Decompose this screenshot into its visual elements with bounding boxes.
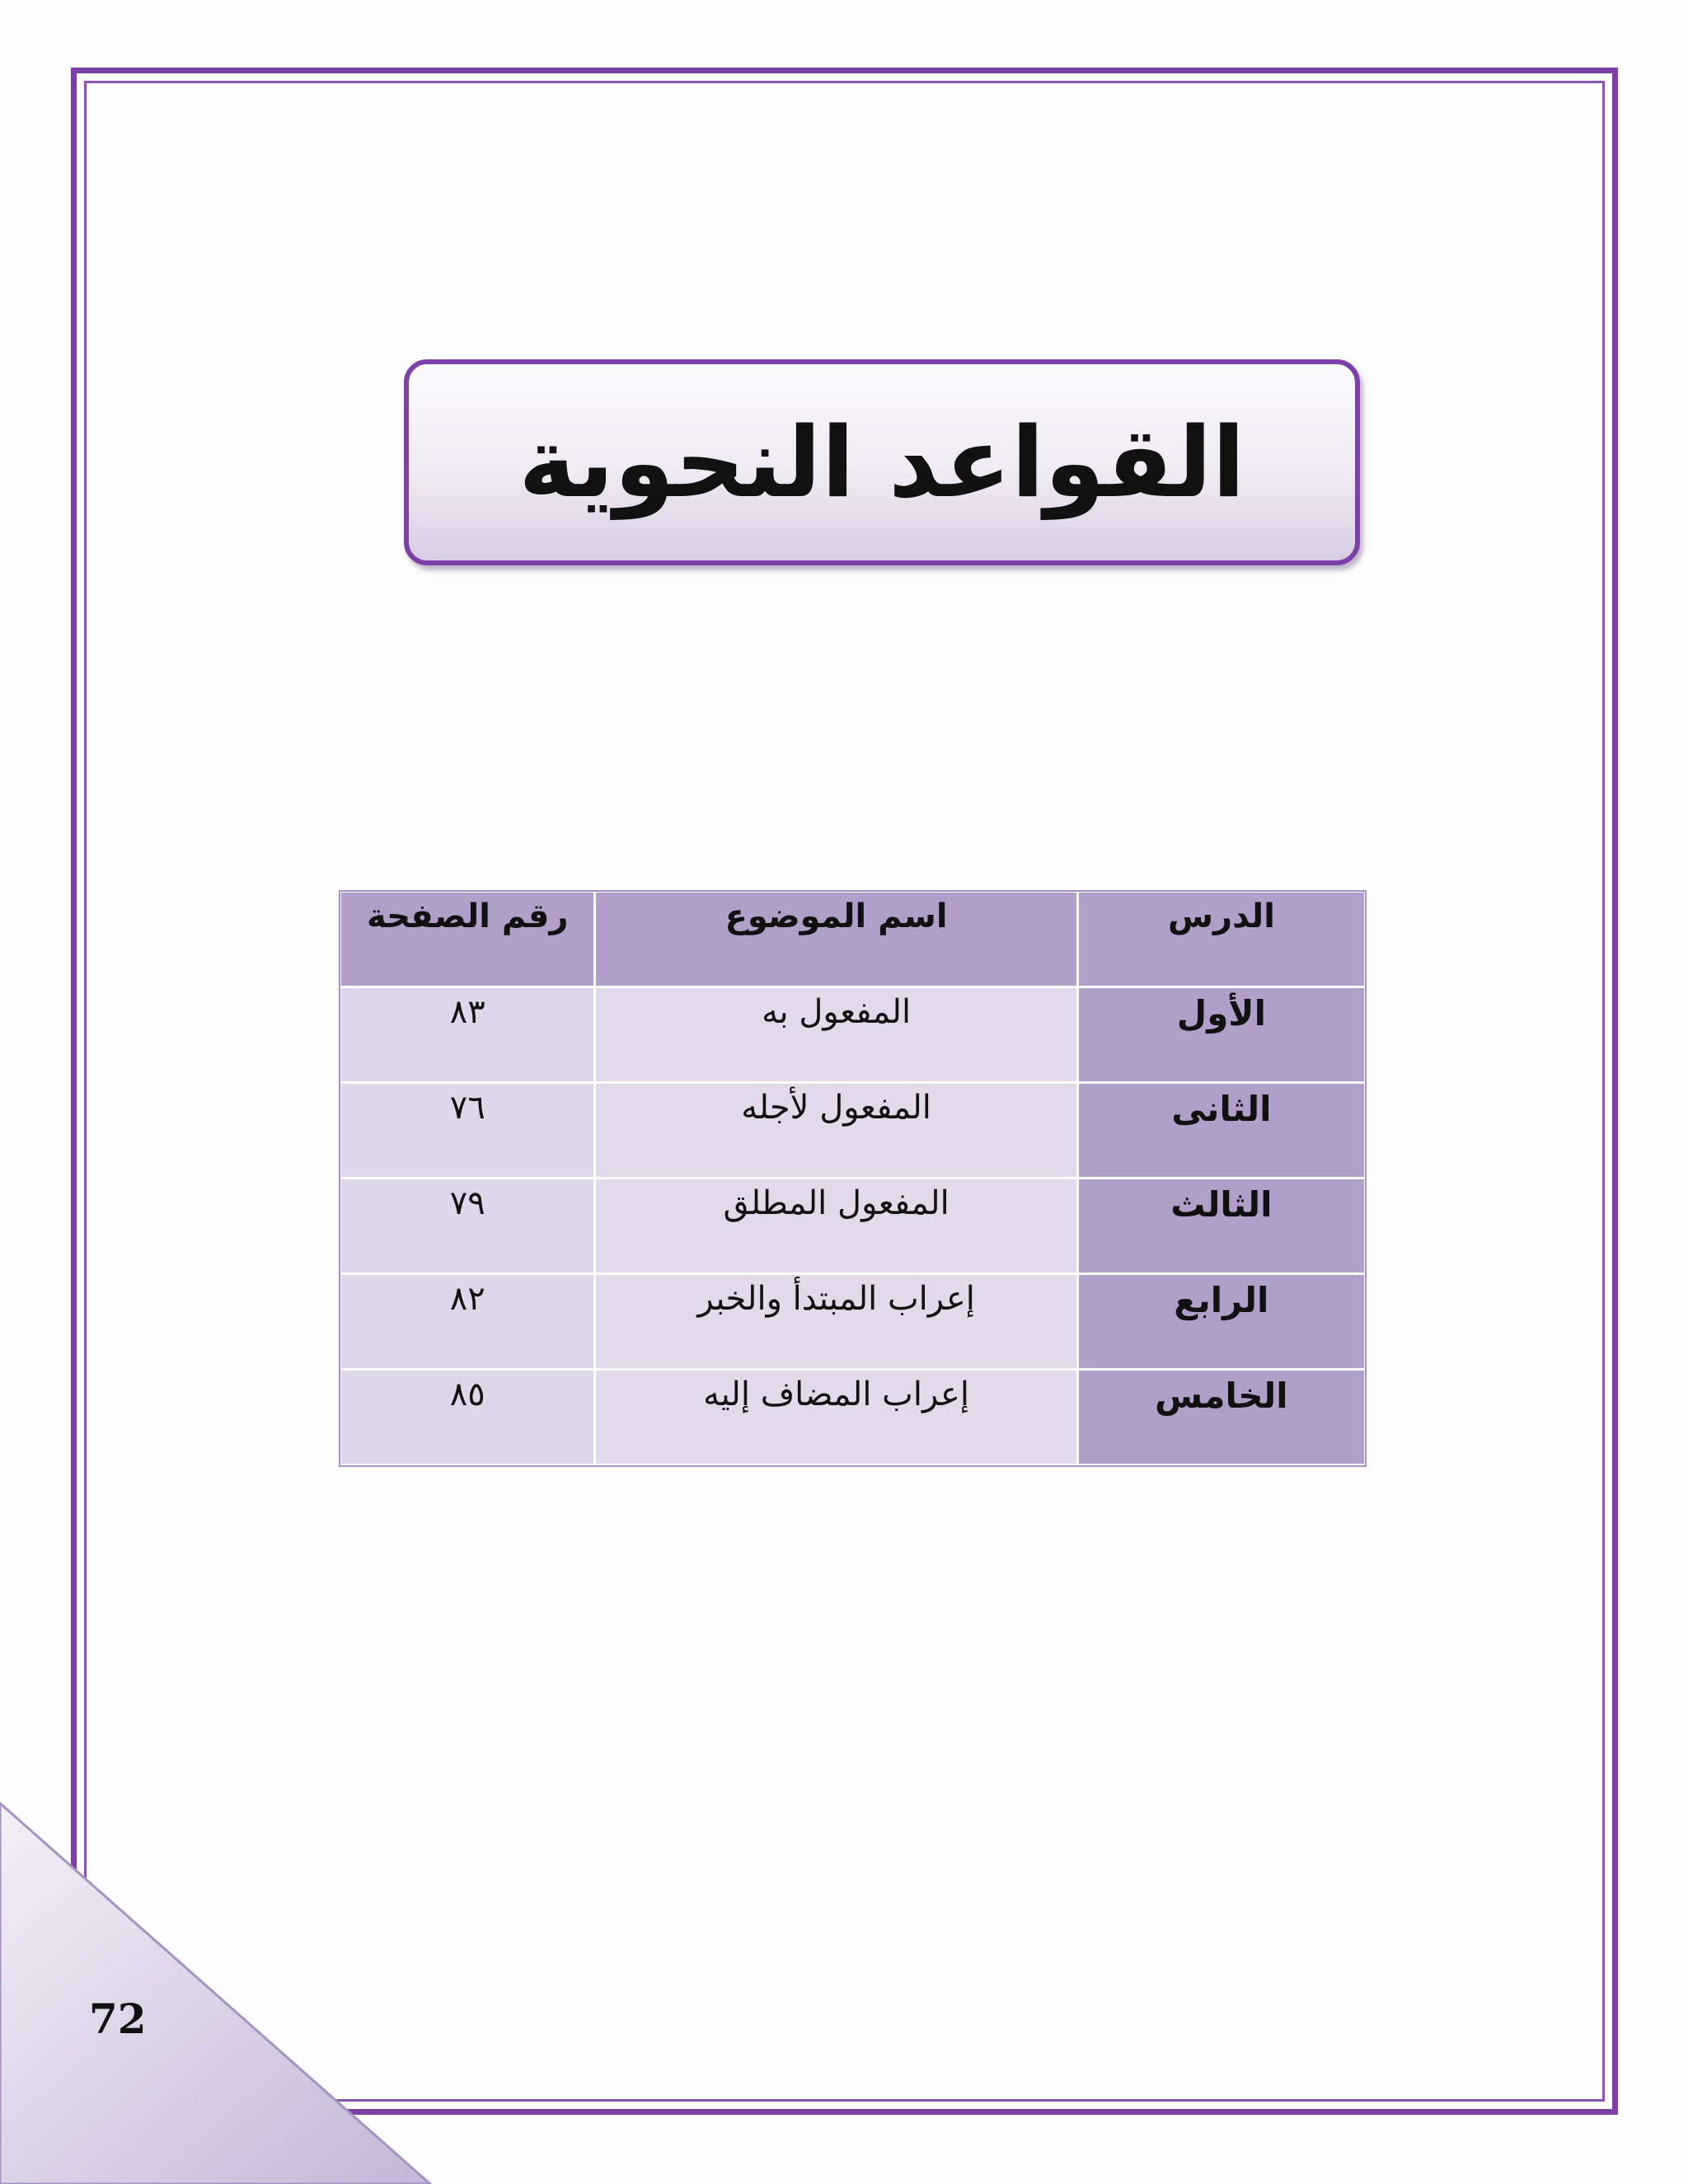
page-cell: ٨٣	[340, 987, 595, 1083]
table-row	[340, 1083, 1366, 1179]
page-cell: ٨٢	[340, 1274, 595, 1370]
table-row	[340, 1274, 1366, 1370]
header-lesson: الدرس	[1077, 892, 1365, 987]
lesson-cell: الثانى	[1077, 1083, 1365, 1179]
lesson-cell: الثالث	[1077, 1179, 1365, 1274]
page-cell: ٧٩	[340, 1179, 595, 1274]
topic-cell: إعراب المضاف إليه	[595, 1370, 1077, 1465]
table-header-row	[340, 892, 1366, 987]
table-row	[340, 987, 1366, 1083]
table-row	[340, 1179, 1366, 1274]
header-page: رقم الصفحة	[340, 892, 595, 987]
topic-cell: المفعول لأجله	[595, 1083, 1077, 1179]
contents-table	[339, 890, 1367, 1466]
corner-triangle-decoration	[0, 1797, 437, 2184]
lesson-cell: الرابع	[1077, 1274, 1365, 1370]
topic-cell: إعراب المبتدأ والخبر	[595, 1274, 1077, 1370]
page-title: القواعد النحوية	[518, 405, 1245, 519]
page-number: 72	[89, 1994, 147, 2043]
lesson-cell: الأول	[1077, 987, 1365, 1083]
page-cell: ٧٦	[340, 1083, 595, 1179]
page-cell: ٨٥	[340, 1370, 595, 1465]
header-topic: اسم الموضوع	[595, 892, 1077, 987]
table-row	[340, 1370, 1366, 1465]
topic-cell: المفعول به	[595, 987, 1077, 1083]
topic-cell: المفعول المطلق	[595, 1179, 1077, 1274]
lesson-cell: الخامس	[1077, 1370, 1365, 1465]
title-banner	[404, 359, 1360, 565]
